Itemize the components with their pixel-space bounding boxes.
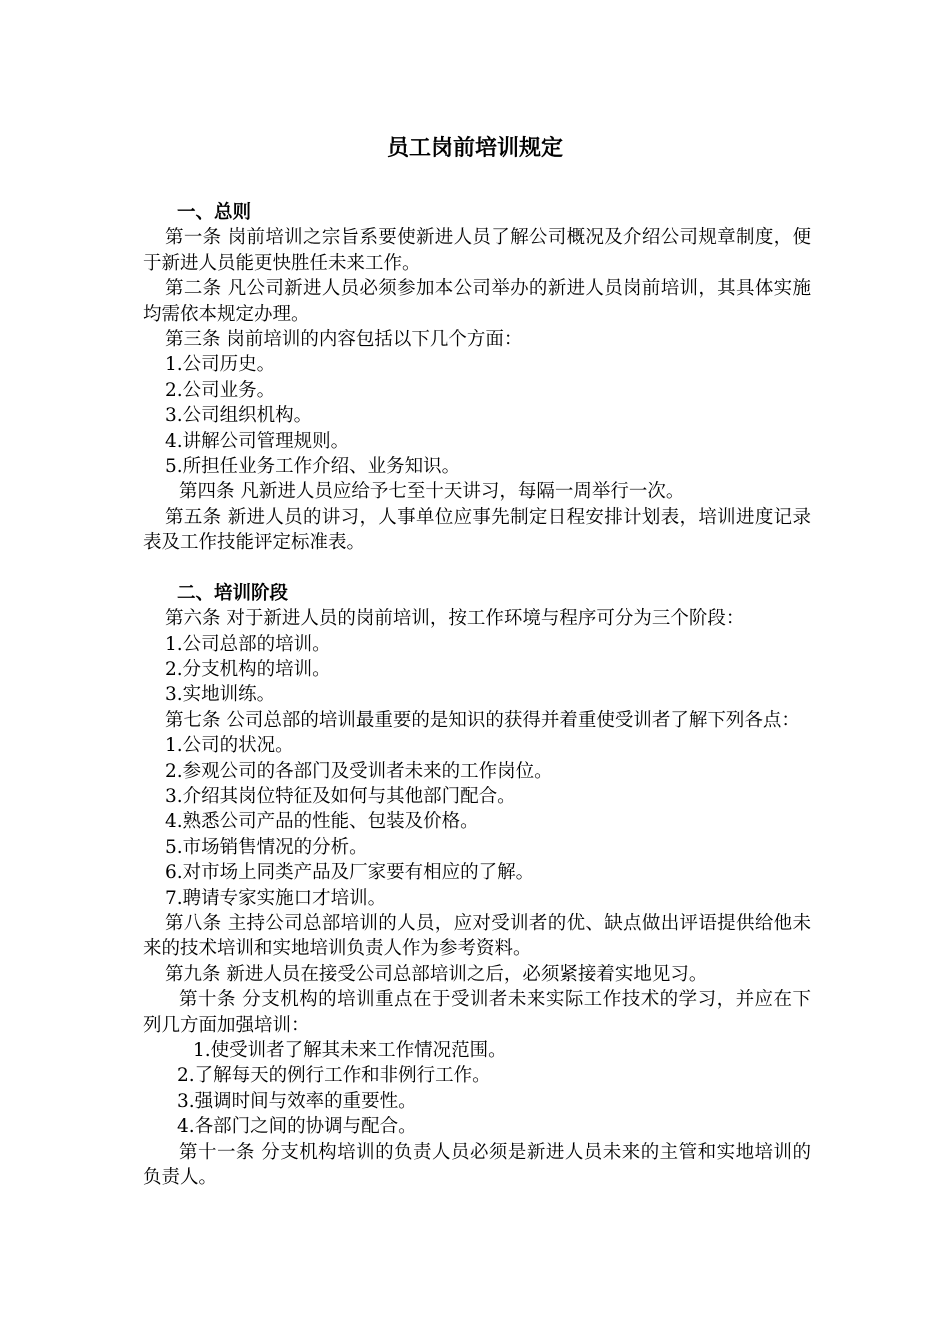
list-item: 2.了解每天的例行工作和非例行工作。	[177, 1065, 491, 1087]
article-7: 第七条 公司总部的培训最重要的是知识的获得并着重使受训者了解下列各点：	[165, 709, 800, 731]
list-item: 2.公司业务。	[165, 379, 276, 401]
list-item: 3.公司组织机构。	[165, 405, 313, 427]
article-10: 第十条 分支机构的培训重点在于受训者未来实际工作技术的学习，并应在下列几方面加强培训：	[143, 989, 811, 1036]
article-2: 第二条 凡公司新进人员必须参加本公司举办的新进人员岗前培训，其具体实施均需依本规定办理。	[143, 278, 811, 325]
list-item: 4.熟悉公司产品的性能、包装及价格。	[165, 811, 479, 833]
list-item: 3.实地训练。	[165, 684, 276, 706]
article-6: 第六条 对于新进人员的岗前培训，按工作环境与程序可分为三个阶段：	[165, 608, 745, 630]
list-item: 7.聘请专家实施口才培训。	[165, 887, 387, 909]
list-item: 3.介绍其岗位特征及如何与其他部门配合。	[165, 785, 516, 807]
list-item: 1.公司历史。	[165, 354, 276, 376]
article-8: 第八条 主持公司总部培训的人员，应对受训者的优、缺点做出评语提供给他未来的技术培训和实地培训负责人作为参考资料。	[143, 912, 811, 960]
article-4: 第四条 凡新进人员应给予七至十天讲习，每隔一周举行一次。	[179, 481, 685, 503]
article-9: 第九条 新进人员在接受公司总部培训之后，必须紧接着实地见习。	[165, 963, 708, 985]
document-body	[143, 200, 811, 1190]
article-3: 第三条 岗前培训的内容包括以下几个方面：	[165, 329, 523, 351]
list-item: 1.公司的状况。	[165, 735, 294, 757]
list-item: 3.强调时间与效率的重要性。	[177, 1090, 417, 1112]
list-item: 6.对市场上同类产品及厂家要有相应的了解。	[165, 862, 535, 884]
article-5: 第五条 新进人员的讲习，人事单位应事先制定日程安排计划表，培训进度记录表及工作技能评定标准表。	[143, 506, 811, 554]
article-1: 第一条 岗前培训之宗旨系要使新进人员了解公司概况及介绍公司规章制度，便于新进人员能更快胜任未来工作。	[143, 227, 811, 274]
list-item: 4.各部门之间的协调与配合。	[177, 1116, 417, 1138]
list-item: 4.讲解公司管理规则。	[165, 430, 350, 452]
list-item: 2.参观公司的各部门及受训者未来的工作岗位。	[165, 760, 553, 782]
section-heading-stages: 二、培训阶段	[177, 582, 289, 604]
list-item: 2.分支机构的培训。	[165, 658, 331, 680]
section-spacer	[143, 556, 811, 581]
document-title: 员工岗前培训规定	[386, 135, 563, 161]
list-item: 5.所担任业务工作介绍、业务知识。	[165, 456, 461, 478]
list-item: 5.市场销售情况的分析。	[165, 836, 368, 858]
list-item: 1.公司总部的培训。	[165, 633, 331, 655]
section-heading-general: 一、总则	[177, 202, 252, 223]
list-item: 1.使受训者了解其未来工作情况范围。	[193, 1040, 507, 1061]
article-11: 第十一条 分支机构培训的负责人员必须是新进人员未来的主管和实地培训的负责人。	[143, 1141, 811, 1189]
